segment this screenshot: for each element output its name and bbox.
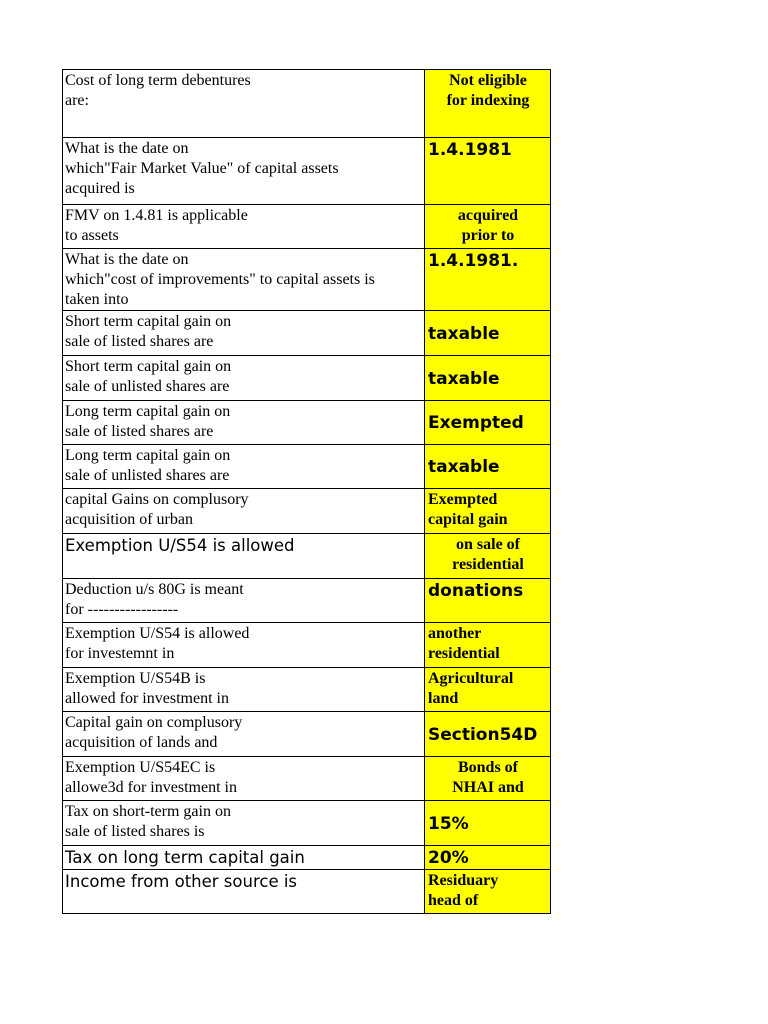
question-cell: Long term capital gain on sale of unlisted shares are <box>63 445 425 489</box>
question-cell: Long term capital gain on sale of listed shares are <box>63 401 425 445</box>
table-row <box>63 138 551 205</box>
answer-cell: taxable <box>425 311 551 356</box>
answer-cell: Exempted capital gain <box>425 489 551 534</box>
answer-cell: acquired prior to <box>425 205 551 249</box>
question-cell: What is the date on which"cost of improvements" to capital assets is taken into <box>63 249 425 311</box>
table-row <box>63 712 551 757</box>
answer-cell: another residential <box>425 623 551 668</box>
table-row <box>63 668 551 712</box>
answer-cell: 20% <box>425 846 551 870</box>
question-cell: FMV on 1.4.81 is applicable to assets <box>63 205 425 249</box>
table-row <box>63 846 551 870</box>
question-cell: Cost of long term debentures are: <box>63 70 425 138</box>
table-row <box>63 249 551 311</box>
question-cell: Exemption U/S54 is allowed for investemnt in <box>63 623 425 668</box>
question-cell: Income from other source is <box>63 870 425 914</box>
answer-cell: taxable <box>425 445 551 489</box>
question-cell: Exemption U/S54 is allowed <box>63 534 425 579</box>
table-row <box>63 401 551 445</box>
table-row <box>63 205 551 249</box>
answer-cell: taxable <box>425 356 551 401</box>
question-cell: capital Gains on complusory acquisition of urban <box>63 489 425 534</box>
question-cell: Short term capital gain on sale of unlisted shares are <box>63 356 425 401</box>
question-cell: Exemption U/S54B is allowed for investment in <box>63 668 425 712</box>
question-cell: Exemption U/S54EC is allowe3d for investment in <box>63 757 425 801</box>
table-row <box>63 70 551 138</box>
answer-cell: Not eligible for indexing <box>425 70 551 138</box>
table-row <box>63 870 551 914</box>
table-row <box>63 801 551 846</box>
answer-cell: 15% <box>425 801 551 846</box>
answer-cell: Bonds of NHAI and <box>425 757 551 801</box>
question-cell: Tax on long term capital gain <box>63 846 425 870</box>
question-cell: Capital gain on complusory acquisition of lands and <box>63 712 425 757</box>
table-row <box>63 757 551 801</box>
answer-cell: on sale of residential <box>425 534 551 579</box>
table-row <box>63 445 551 489</box>
question-cell: Deduction u/s 80G is meant for ----------------- <box>63 579 425 623</box>
answer-cell: Exempted <box>425 401 551 445</box>
question-cell: Tax on short-term gain on sale of listed shares is <box>63 801 425 846</box>
question-cell: Short term capital gain on sale of listed shares are <box>63 311 425 356</box>
answer-cell: 1.4.1981. <box>425 249 551 311</box>
table-row <box>63 489 551 534</box>
answer-cell: 1.4.1981 <box>425 138 551 205</box>
table-row <box>63 356 551 401</box>
table-row <box>63 534 551 579</box>
question-cell: What is the date on which"Fair Market Value" of capital assets acquired is <box>63 138 425 205</box>
table-row <box>63 623 551 668</box>
table-row <box>63 311 551 356</box>
answer-cell: donations <box>425 579 551 623</box>
answer-cell: Section54D <box>425 712 551 757</box>
table-row <box>63 579 551 623</box>
qa-table <box>62 69 551 914</box>
answer-cell: Agricultural land <box>425 668 551 712</box>
answer-cell: Residuary head of <box>425 870 551 914</box>
